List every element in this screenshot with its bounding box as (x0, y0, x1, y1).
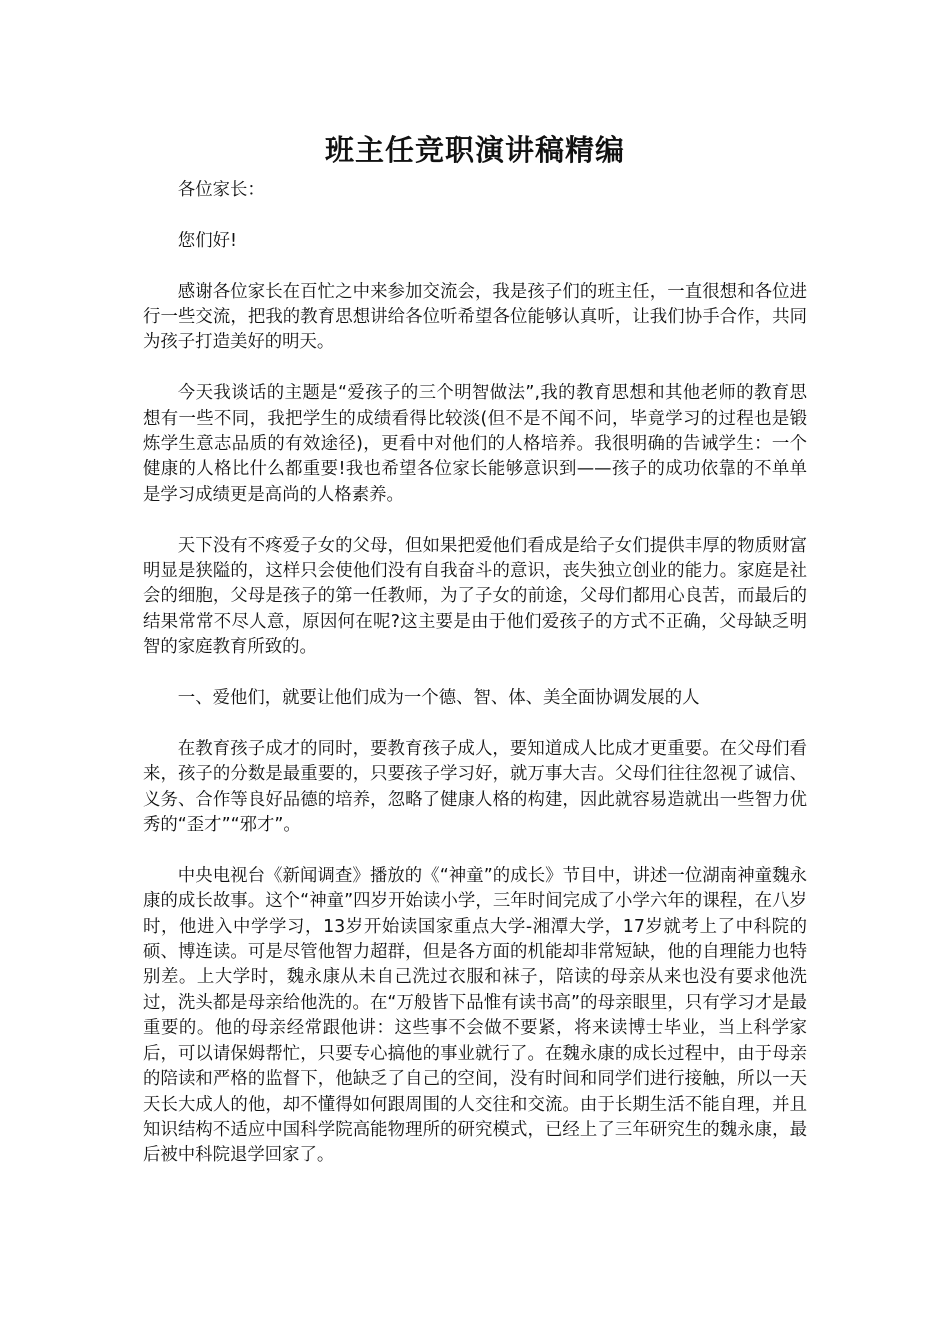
body-paragraph: 今天我谈话的主题是“爱孩子的三个明智做法”,我的教育思想和其他老师的教育思想有一些不同，我把学生的成绩看得比较淡(但不是不闻不问，毕竟学习的过程也是锻炼学生意志品质的有效途径)，更看中对他们的人格培养。我很明确的告诫学生：一个健康的人格比什么都重要!我也希望各位家长能够意识到——孩子的成功依靠的不单单是学习成绩更是高尚的人格素养。 (143, 383, 807, 505)
section-heading: 一、爱他们，就要让他们成为一个德、智、体、美全面协调发展的人 (177, 688, 700, 709)
document-title: 班主任竞职演讲稿精编 (324, 133, 625, 167)
salutation: 各位家长： (177, 180, 265, 200)
paragraph-gap (143, 508, 807, 533)
body-paragraph: 天下没有不疼爱子女的父母，但如果把爱他们看成是给子女们提供丰厚的物质财富明显是狭隘的，这样只会使他们没有自我奋斗的意识，丧失独立创业的能力。家庭是社会的细胞，父母是孩子的第一任教师，为了子女的前途，父母们都用心良苦，而最后的结果常常不尽人意，原因何在呢?这主要是由于他们爱孩子的方式不正确，父母缺乏明智的家庭教育所致的。 (143, 535, 807, 658)
paragraph-gap (143, 711, 807, 736)
paragraph-gap (143, 254, 807, 279)
paragraph-gap (143, 661, 807, 686)
paragraph-gap (143, 203, 807, 228)
body-paragraph: 感谢各位家长在百忙之中来参加交流会，我是孩子们的班主任，一直很想和各位进行一些交流，把我的教育思想讲给各位听希望各位能够认真听，让我们协手合作，共同为孩子打造美好的明天。 (143, 281, 807, 353)
body-paragraph: 中央电视台《新闻调查》播放的《“神童”的成长》节目中，讲述一位湖南神童魏永康的成长故事。这个“神童”四岁开始读小学，三年时间完成了小学六年的课程，在八岁时，他进入中学学习，13岁开始读国家重点大学-湘潭大学，17岁就考上了中科院的硕、博连读。可是尽管他智力超群，但是各方面的机能却非常短缺，他的自理能力也特别差。上大学时，魏永康从未自己洗过衣服和袜子，陪读的母亲从来也没有要求他洗过，洗头都是母亲给他洗的。在“万般皆下品惟有读书高”的母亲眼里，只有学习才是最重要的。他的母亲经常跟他讲：这些事不会做不要紧，将来读博士毕业，当上科学家后，可以请保姆帮忙，只要专心搞他的事业就行了。在魏永康的成长过程中，由于母亲的陪读和严格的监督下，他缺乏了自己的空间，没有时间和同学们进行接触，所以一天天长大成人的他，却不懂得如何跟周围的人交往和交流。由于长期生活不能自理，并且知识结构不适应中国科学院高能物理所的研究模式，已经上了三年研究生的魏永康，最后被中科院退学回家了。 (143, 865, 807, 1166)
paragraph-gap (143, 838, 807, 863)
document-page (143, 128, 807, 1169)
greeting: 您们好! (177, 230, 237, 251)
body-paragraph: 在教育孩子成才的同时，要教育孩子成人，要知道成人比成才更重要。在父母们看来，孩子的分数是最重要的，只要孩子学习好，就万事大吉。父母们往往忽视了诚信、义务、合作等良好品德的培养，忽略了健康人格的构建，因此就容易造就出一些智力优秀的“歪才”“邪才”。 (143, 738, 807, 836)
paragraph-gap (143, 356, 807, 381)
